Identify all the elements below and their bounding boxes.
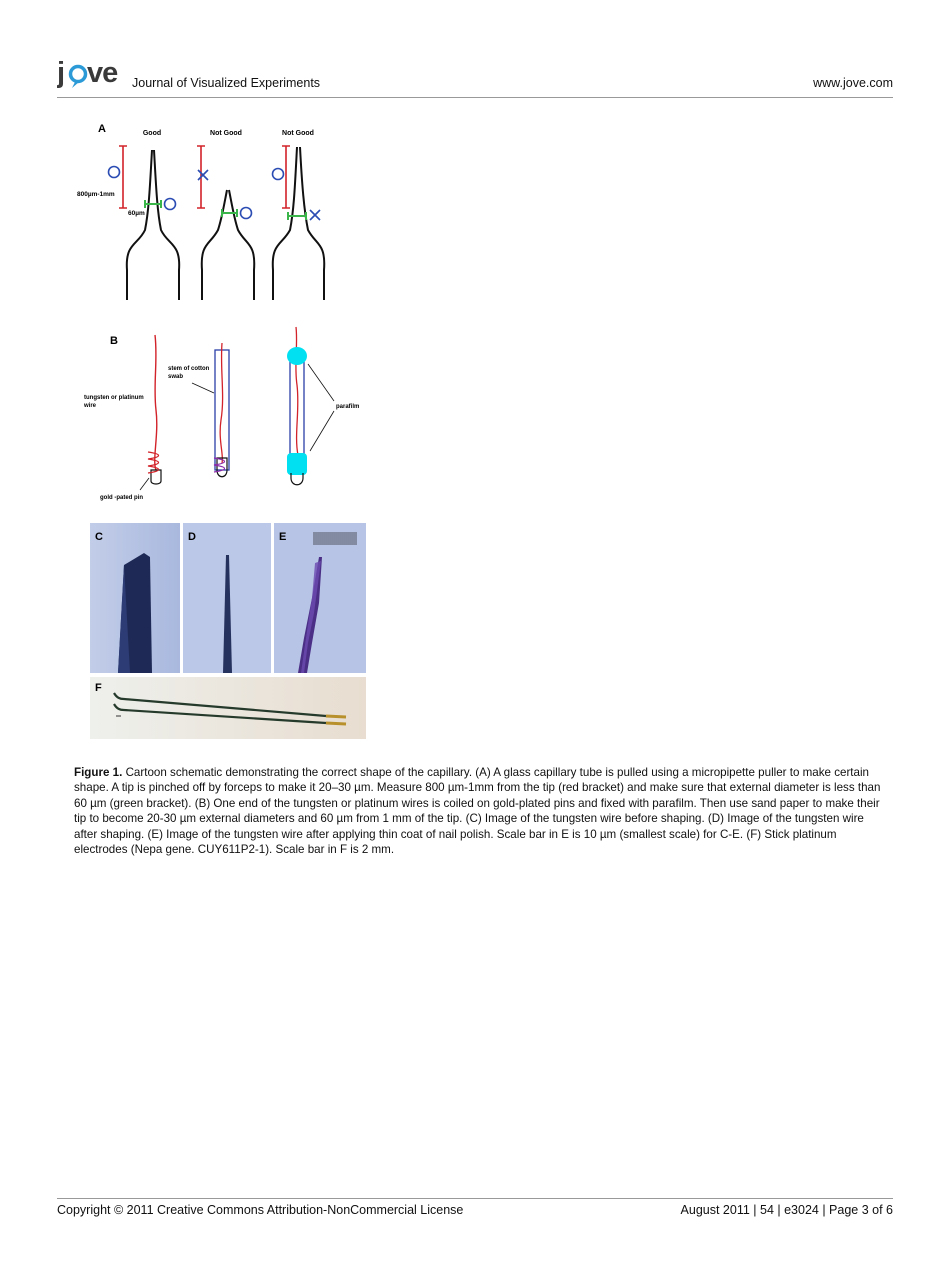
ok-mark-icon <box>273 169 284 180</box>
pin-label: gold -pated pin <box>100 495 143 501</box>
photo-d-letter: D <box>188 531 196 543</box>
panel-a-letter: A <box>98 123 106 135</box>
wire-with-pin <box>148 335 161 484</box>
capillary-too-short <box>202 190 255 300</box>
col-label-not-good-2: Not Good <box>282 130 314 137</box>
figure-photos-c-f <box>90 523 366 739</box>
ok-mark-icon <box>165 199 176 210</box>
jove-logo <box>57 58 129 96</box>
figure-panels-a-b <box>70 115 380 515</box>
parafilm-arrow-bottom <box>310 411 334 451</box>
svg-text:ve: ve <box>87 58 118 89</box>
ok-mark-icon <box>109 167 120 178</box>
measure-label: 800µm-1mm <box>77 191 115 198</box>
panel-b-letter: B <box>110 335 118 347</box>
footer-page-info: August 2011 | 54 | e3024 | Page 3 of 6 <box>680 1203 893 1217</box>
photo-c <box>90 523 180 673</box>
photo-f-letter: F <box>95 682 102 694</box>
svg-text:j: j <box>57 58 65 89</box>
parafilm-bottom <box>287 453 307 475</box>
header-divider <box>57 97 893 98</box>
parafilm-top <box>287 347 307 365</box>
stem-label: stem of cotton swab <box>168 366 210 380</box>
cross-mark-icon <box>198 170 208 180</box>
col-label-good: Good <box>142 130 162 137</box>
col-label-not-good-1: Not Good <box>210 130 242 137</box>
caption-text: Cartoon schematic demonstrating the correct shape of the capillary. (A) A glass capillary tube is pulled using a micropipette puller to make certain shape. A tip is pinched off by forceps to make it 20–30 µm. Measure 800 µm-1mm from the tip (red bracket) and make sure that external diameter is less than 60 µm (green bracket). (B) One end of the tungsten or platinum wires is coiled on gold-plated pins and fixed with parafilm. Then use sand paper to make their tip to become 20-30 µm external diameters and 60 µm from 1 mm of the tip. (C) Image of the tungsten wire before shaping. (D) Image of the tungsten wire after shaping. (E) Image of the tungsten wire after applying thin coat of nail polish. Scale bar in E is 10 µm (smallest scale) for C-E. (F) Stick platinum electrodes (Nepa gene. CUY611P2-1). Scale bar in F is 2 mm. <box>74 766 881 857</box>
diameter-label: 60µm <box>128 210 145 217</box>
cross-mark-icon <box>310 210 320 220</box>
page-header <box>57 58 893 98</box>
capillary-good <box>127 150 179 300</box>
pin-arrow <box>140 478 149 490</box>
photo-e <box>274 523 366 673</box>
photo-d <box>183 523 271 673</box>
parafilm-arrow-top <box>308 364 334 401</box>
caption-label: Figure 1. <box>74 766 123 779</box>
photo-e-letter: E <box>279 531 287 543</box>
site-url[interactable]: www.jove.com <box>813 76 893 90</box>
wire-label: tungsten or platinum wire <box>84 395 144 409</box>
journal-name: Journal of Visualized Experiments <box>132 76 321 90</box>
wire-in-stem <box>214 343 229 477</box>
footer-divider <box>57 1198 893 1199</box>
ok-mark-icon <box>241 208 252 219</box>
photo-f <box>90 677 366 739</box>
stem-arrow <box>192 383 214 393</box>
photo-c-letter: C <box>95 531 103 543</box>
footer-copyright: Copyright © 2011 Creative Commons Attribution-NonCommercial License <box>57 1203 464 1217</box>
parafilm-label: parafilm <box>336 404 360 410</box>
wire-with-parafilm <box>287 327 307 485</box>
figure-caption <box>74 765 886 857</box>
